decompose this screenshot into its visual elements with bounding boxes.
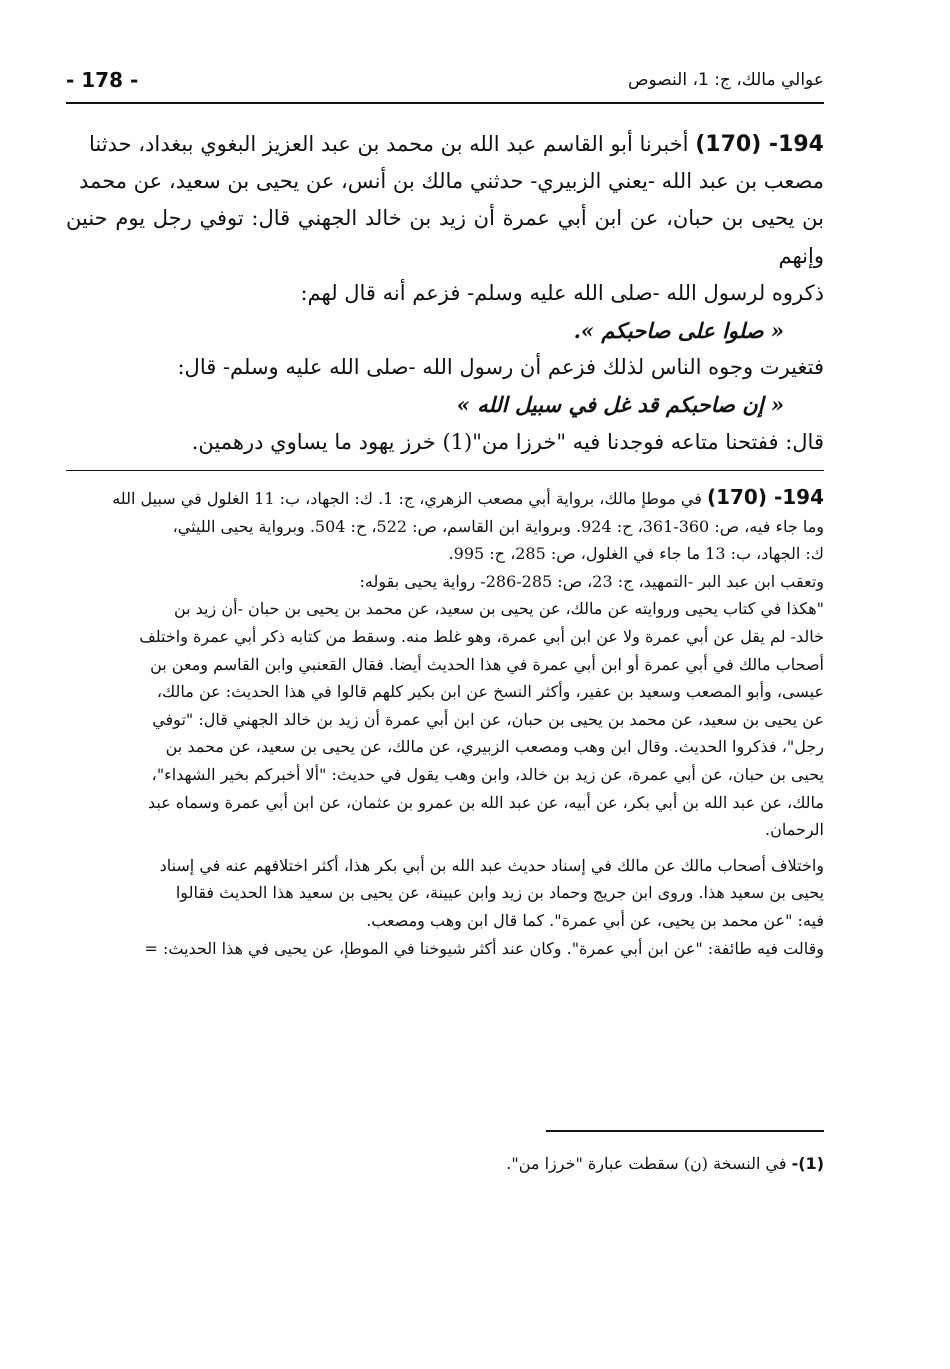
note-line: يحيى بن سعيد هذا. وروى ابن جريج وحماد بن زيد وابن عيينة، عن يحيى بن سعيد هذا الحديث فقالوا xyxy=(175,883,824,903)
commentary xyxy=(66,484,824,962)
note-line: رجل"، فذكروا الحديث. وقال ابن وهب ومصعب الزبيري، عن مالك، عن يحيى بن سعيد، عن محمد بن xyxy=(165,737,824,757)
page-number: - 178 - xyxy=(66,68,139,92)
note-line: أصحاب مالك في أبي عمرة أو ابن أبي عمرة في هذا الحديث أيضا. فقال القعنبي وابن القاسم ومعن بن xyxy=(150,654,824,674)
hadith-line: قال: ففتحنا متاعه فوجدنا فيه "خرزا من"(1) خرز يهود ما يساوي درهمين. xyxy=(191,429,824,454)
page-header xyxy=(66,62,824,98)
header-rule xyxy=(66,102,824,104)
note-line: يحيى بن حبان، عن أبي عمرة، عن زيد بن خالد، وابن وهب يقول في حديث: "ألا أخبركم بخير الشهداء"، xyxy=(151,764,824,784)
note-line: مالك، عن عبد الله بن أبي بكر، عن أبيه، عن عبد الله بن عمرو بن عثمان، عن ابن أبي عمرة وسماه عبد xyxy=(148,792,824,812)
note-line: وتعقب ابن عبد البر -التمهيد، ج: 23، ص: 285-286- رواية يحيى بقوله: xyxy=(359,571,824,591)
note-line: الرحمان. xyxy=(765,820,824,840)
note-line: ك: الجهاد، ب: 13 ما جاء في الغلول، ص: 285، ح: 995. xyxy=(448,544,824,564)
footnote xyxy=(66,1150,824,1178)
prophetic-quote: « إن صاحبكم قد غل في سبيل الله » xyxy=(456,392,784,418)
hadith-line: مصعب بن عبد الله -يعني الزبيري- حدثني مالك بن أنس، عن يحيى بن سعيد، عن محمد xyxy=(79,169,824,194)
note-line: "هكذا في كتاب يحيى وروايته عن مالك، عن يحيى بن سعيد، عن محمد بن يحيى بن حبان -أن زيد بن xyxy=(173,599,824,619)
note-line: فيه: "عن محمد بن يحيى، عن أبي عمرة". كما قال ابن وهب ومصعب. xyxy=(366,910,824,930)
note-line: خالد- لم يقل عن أبي عمرة ولا عن ابن أبي عمرة، وهو غلط منه. وسقط من كتابه ذكر أبي عمرة واختلف xyxy=(139,626,824,646)
running-title: عوالي مالك، ج: 1، النصوص xyxy=(627,70,824,90)
hadith-line xyxy=(66,126,824,163)
note-line xyxy=(66,484,824,513)
hadith-text xyxy=(66,126,824,461)
section-separator xyxy=(66,470,824,471)
note-hadith-number: 194- (170) xyxy=(706,485,824,509)
note-line: واختلاف أصحاب مالك عن مالك في إسناد حديث عبد الله بن أبي بكر هذا، أكثر اختلافهم عنه في إسناد xyxy=(159,855,824,875)
hadith-line: بن يحيى بن حبان، عن ابن أبي عمرة أن زيد بن خالد الجهني قال: توفي رجل يوم حنين وإنهم xyxy=(66,206,824,268)
note-text: في موطإ مالك، برواية أبي مصعب الزهري، ج: 1. ك: الجهاد، ب: 11 الغلول في سبيل الله xyxy=(112,489,702,508)
prophetic-quote: « صلوا على صاحبكم ». xyxy=(573,318,784,344)
hadith-number: 194- (170) xyxy=(695,132,824,157)
note-line: عيسى، وأبو المصعب وسعيد بن عفير، وأكثر النسخ عن ابن بكير كلهم قالوا في هذا الحديث: عن مالك، xyxy=(156,682,824,702)
footnote-text: في النسخة (ن) سقطت عبارة "خرزا من". xyxy=(506,1154,787,1173)
footnote-number: (1)- xyxy=(791,1154,824,1173)
hadith-line-text: أخبرنا أبو القاسم عبد الله بن محمد بن عبد العزيز البغوي ببغداد، حدثنا xyxy=(88,132,689,156)
note-line: وما جاء فيه، ص: 360-361، ح: 924. وبرواية ابن القاسم، ص: 522، ح: 504. وبرواية يحيى الليثي، xyxy=(172,516,824,536)
note-line: عن يحيى بن سعيد، عن محمد بن يحيى بن حبان، عن ابن أبي عمرة أن زيد بن خالد الجهني قال: "توفي xyxy=(152,709,824,729)
hadith-line: فتغيرت وجوه الناس لذلك فزعم أن رسول الله -صلى الله عليه وسلم- قال: xyxy=(177,355,824,380)
footnote-rule xyxy=(546,1130,824,1132)
hadith-line: ذكروه لرسول الله -صلى الله عليه وسلم- فزعم أنه قال لهم: xyxy=(300,280,824,305)
note-line: وقالت فيه طائفة: "عن ابن أبي عمرة". وكان عند أكثر شيوخنا في الموطإ، عن يحيى في هذا الحديث: = xyxy=(144,938,824,958)
